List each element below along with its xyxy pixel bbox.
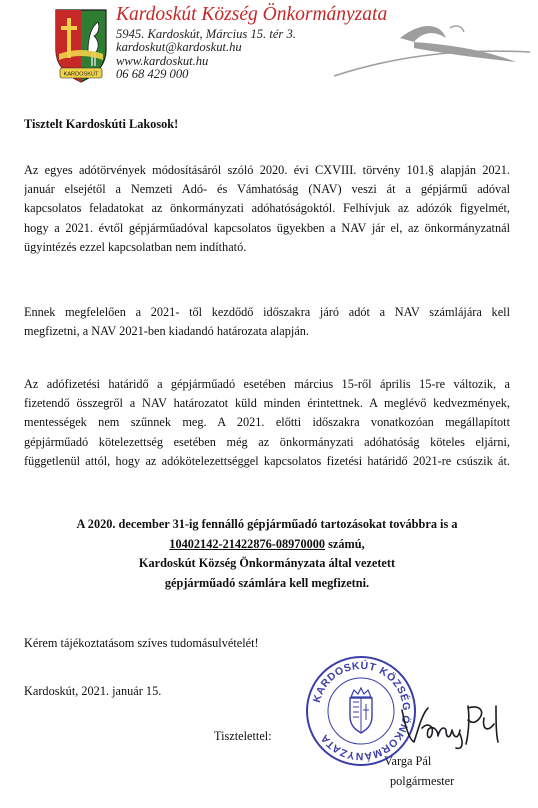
payment-notice-line-4: gépjárműadó számlára kell megfizetni. — [164, 575, 370, 590]
regards: Tisztelettel: — [214, 729, 272, 743]
payment-notice — [24, 515, 510, 593]
payment-notice-line-3: Kardoskút Község Önkormányzata által vezetett — [138, 556, 396, 571]
paragraph-1-line: ügyintézés ezzel kapcsolatban nem indítható. — [24, 239, 247, 254]
hungarian-crest-icon — [350, 688, 372, 733]
paragraph-2-line: megfizetni, a NAV 2021-ben kiadandó határozata alapján. — [24, 324, 310, 339]
payment-notice-line-1: A 2020. december 31-ig fennálló gépjárműadó tartozásokat továbbra is a — [76, 517, 458, 531]
paragraph-1-line: kapcsolatos feladatokat az önkormányzati adóhatóságoktól. Felhívjuk az adózók figyelmét, — [24, 201, 510, 216]
paragraph-1-line: január elsejétől a Nemzeti Adó- és Vámhatóság (NAV) veszi át a gépjármű adóval — [24, 182, 510, 197]
contact-block — [116, 28, 296, 82]
website: www.kardoskut.hu — [116, 53, 209, 68]
account-number: 10402142-21422876-08970000 — [169, 536, 326, 551]
handwritten-signature — [398, 700, 506, 752]
closing-request: Kérem tájékoztatásom szíves tudomásulvételét! — [24, 636, 259, 650]
paragraph-1-line: hogy a 2021. évtől gépjárműadóval kapcsolatos ügyekben a NAV jár el, az önkormányzatnál — [24, 220, 510, 235]
paragraph-3-line: gépjárműadó kötelezettség esetében még az önkormányzati adóhatóság köteles eljárni, — [24, 434, 510, 449]
paragraph-2-line: Ennek megfelelően a 2021- től kezdődő időszakra járó adót a NAV számlájára kell — [24, 305, 510, 319]
salutation: Tisztelt Kardoskúti Lakosok! — [24, 117, 179, 131]
letterhead — [0, 0, 538, 100]
place-date: Kardoskút, 2021. január 15. — [24, 684, 162, 698]
signatory-name: Varga Pál — [384, 754, 432, 768]
stamp-ring-text: KARDOSKÚT KÖZSÉG ÖNKORMÁNYZATA — [310, 659, 413, 763]
account-suffix: számú, — [325, 536, 365, 551]
coat-of-arms-icon — [50, 6, 112, 84]
signatory-title: polgármester — [390, 774, 455, 788]
paragraph-3-line: fizetendő összegről a NAV határozatot küld minden érintettnek. A meglévő kedvezmények, — [24, 396, 510, 411]
paragraph-3-line: függetlenül attól, hogy az adókötelezettséggel kapcsolatos fizetési határidő 2021-re csúszik át. — [24, 453, 510, 468]
paragraph-2 — [24, 303, 510, 341]
payment-notice-line-2 — [24, 535, 510, 555]
org-name: Kardoskút Község Önkormányzata — [116, 4, 388, 25]
paragraph-3 — [24, 375, 510, 471]
paragraph-1 — [24, 161, 510, 257]
phone: 06 68 429 000 — [116, 67, 189, 82]
email: kardoskut@kardoskut.hu — [116, 40, 242, 55]
stork-logo-icon — [330, 18, 535, 80]
paragraph-3-line: Az adófizetési határidő a gépjárműadó esetében március 15-ről április 15-re változik, a — [24, 377, 510, 391]
paragraph-1-line: Az egyes adótörvények módosításáról szóló 2020. évi CXVIII. törvény 101.§ alapján 2021. — [24, 163, 510, 177]
address: 5945. Kardoskút, Március 15. tér 3. — [116, 27, 296, 41]
paragraph-3-line: mentességek nem szűnnek meg. A 2021. előtti időszakra vonatkozóan megállapított — [24, 415, 510, 430]
crest-banner: KARDOSKÚT — [63, 71, 99, 78]
